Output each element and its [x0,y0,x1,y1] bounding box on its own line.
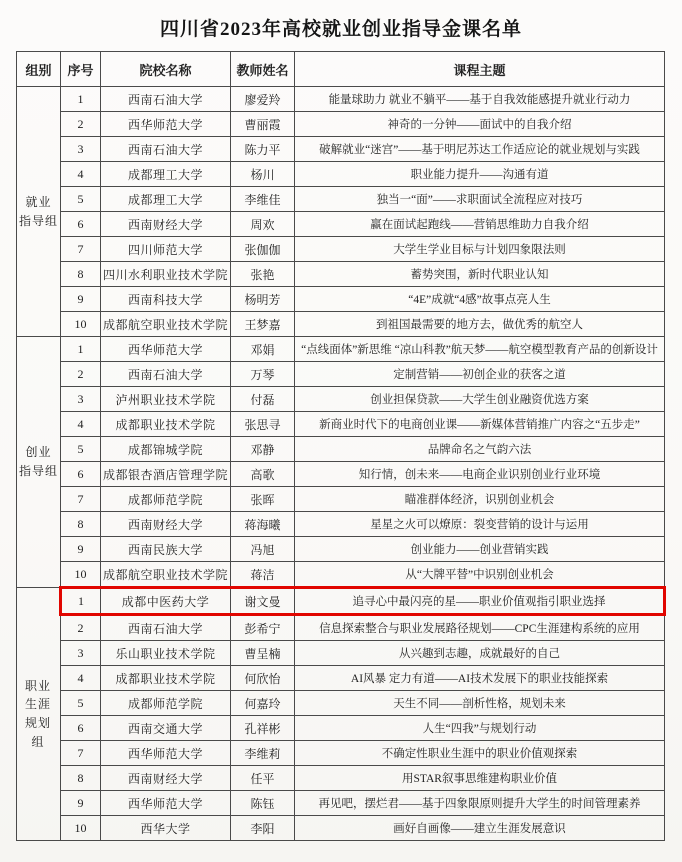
row-number: 1 [61,87,101,112]
group-label: 就业 指导组 [17,87,61,337]
teacher-name: 冯旭 [231,537,295,562]
school-name: 西华大学 [101,816,231,841]
teacher-name: 孔祥彬 [231,716,295,741]
table-row [17,337,665,362]
course-topic: 赢在面试起跑线——营销思维助力自我介绍 [295,212,665,237]
table-row [17,162,665,187]
row-number: 6 [61,462,101,487]
page-title: 四川省2023年高校就业创业指导金课名单 [159,19,522,40]
teacher-name: 何欣怡 [231,666,295,691]
row-number: 3 [61,137,101,162]
table-row [17,212,665,237]
school-name: 西华师范大学 [101,791,231,816]
teacher-name: 陈力平 [231,137,295,162]
school-name: 成都师范学院 [101,487,231,512]
school-name: 成都理工大学 [101,162,231,187]
school-name: 成都银杏酒店管理学院 [101,462,231,487]
table-row [17,816,665,841]
row-number: 10 [61,562,101,588]
teacher-name: 张晖 [231,487,295,512]
school-name: 成都职业技术学院 [101,666,231,691]
row-number: 10 [61,312,101,337]
teacher-name: 付磊 [231,387,295,412]
group-label: 职业 生涯 规划组 [17,588,61,841]
row-number: 5 [61,691,101,716]
course-topic: 破解就业“迷宫”——基于明尼苏达工作适应论的就业规划与实践 [295,137,665,162]
course-topic: 独当一“面”——求职面试全流程应对技巧 [295,187,665,212]
row-number: 10 [61,816,101,841]
row-number: 7 [61,741,101,766]
teacher-name: 任平 [231,766,295,791]
row-number: 6 [61,212,101,237]
table-row [17,691,665,716]
course-topic: 画好自画像——建立生涯发展意识 [295,816,665,841]
course-topic: 信息探索整合与职业发展路径规划——CPC生涯建构系统的应用 [295,615,665,641]
school-name: 四川水利职业技术学院 [101,262,231,287]
row-number: 6 [61,716,101,741]
table-row [17,87,665,112]
course-topic: 追寻心中最闪亮的星——职业价值观指引职业选择 [295,588,665,615]
teacher-name: 谢文曼 [231,588,295,615]
teacher-name: 陈钰 [231,791,295,816]
teacher-name: 曹丽霞 [231,112,295,137]
school-name: 成都航空职业技术学院 [101,312,231,337]
course-topic: 能量球助力 就业不躺平——基于自我效能感提升就业行动力 [295,87,665,112]
row-number: 7 [61,237,101,262]
table-row [17,562,665,588]
row-number: 2 [61,112,101,137]
row-number: 1 [61,337,101,362]
column-header: 组别 [17,52,61,87]
table-row [17,741,665,766]
school-name: 成都职业技术学院 [101,412,231,437]
school-name: 西南财经大学 [101,212,231,237]
course-table [16,51,666,841]
course-topic: AI风暴 定力有道——AI技术发展下的职业技能探索 [295,666,665,691]
school-name: 西华师范大学 [101,337,231,362]
row-number: 2 [61,362,101,387]
course-topic: 大学生学业目标与计划四象限法则 [295,237,665,262]
table-row [17,137,665,162]
row-number: 5 [61,187,101,212]
table-row [17,537,665,562]
school-name: 西南石油大学 [101,87,231,112]
column-header: 教师姓名 [231,52,295,87]
group-label: 创业 指导组 [17,337,61,588]
column-header: 课程主题 [295,52,665,87]
teacher-name: 李维莉 [231,741,295,766]
table-row [17,112,665,137]
school-name: 西南财经大学 [101,512,231,537]
course-topic: 到祖国最需要的地方去，做优秀的航空人 [295,312,665,337]
table-row [17,387,665,412]
course-topic: 不确定性职业生涯中的职业价值观探索 [295,741,665,766]
teacher-name: 杨川 [231,162,295,187]
teacher-name: 万琴 [231,362,295,387]
table-row [17,766,665,791]
course-topic: 人生“四我”与规划行动 [295,716,665,741]
table-row [17,512,665,537]
school-name: 泸州职业技术学院 [101,387,231,412]
course-topic: 蓄势突围，新时代职业认知 [295,262,665,287]
teacher-name: 张艳 [231,262,295,287]
teacher-name: 邓娟 [231,337,295,362]
row-number: 1 [61,588,101,615]
table-row [17,262,665,287]
teacher-name: 李维佳 [231,187,295,212]
school-name: 四川师范大学 [101,237,231,262]
table-row [17,312,665,337]
course-topic: 从“大牌平替”中识别创业机会 [295,562,665,588]
teacher-name: 周欢 [231,212,295,237]
table-row [17,666,665,691]
school-name: 西南石油大学 [101,615,231,641]
course-topic: “4E”成就“4感”故事点亮人生 [295,287,665,312]
table-row [17,641,665,666]
school-name: 乐山职业技术学院 [101,641,231,666]
table-row [17,287,665,312]
row-number: 8 [61,512,101,537]
teacher-name: 李阳 [231,816,295,841]
school-name: 成都中医药大学 [101,588,231,615]
school-name: 成都师范学院 [101,691,231,716]
column-header: 院校名称 [101,52,231,87]
column-header: 序号 [61,52,101,87]
table-row [17,791,665,816]
teacher-name: 王梦嘉 [231,312,295,337]
table-row [17,487,665,512]
table-row [17,187,665,212]
table-row [17,716,665,741]
teacher-name: 邓静 [231,437,295,462]
teacher-name: 张伽伽 [231,237,295,262]
table-row [17,615,665,641]
course-topic: 创业能力——创业营销实践 [295,537,665,562]
school-name: 西南石油大学 [101,362,231,387]
teacher-name: 彭希宁 [231,615,295,641]
school-name: 西南科技大学 [101,287,231,312]
row-number: 8 [61,766,101,791]
school-name: 西南交通大学 [101,716,231,741]
school-name: 成都理工大学 [101,187,231,212]
teacher-name: 何嘉玲 [231,691,295,716]
row-number: 9 [61,287,101,312]
row-number: 8 [61,262,101,287]
course-topic: 再见吧，摆烂君——基于四象限原则提升大学生的时间管理素养 [295,791,665,816]
table-row [17,362,665,387]
teacher-name: 曹呈楠 [231,641,295,666]
school-name: 西南民族大学 [101,537,231,562]
school-name: 成都航空职业技术学院 [101,562,231,588]
school-name: 成都锦城学院 [101,437,231,462]
course-topic: 从兴趣到志趣，成就最好的自己 [295,641,665,666]
row-number: 9 [61,537,101,562]
school-name: 西南财经大学 [101,766,231,791]
school-name: 西南石油大学 [101,137,231,162]
course-topic: 品牌命名之气韵六法 [295,437,665,462]
teacher-name: 廖爱羚 [231,87,295,112]
row-number: 7 [61,487,101,512]
course-topic: 星星之火可以燎原：裂变营销的设计与运用 [295,512,665,537]
course-topic: 创业担保贷款——大学生创业融资优选方案 [295,387,665,412]
teacher-name: 高歌 [231,462,295,487]
course-topic: 天生不同——剖析性格，规划未来 [295,691,665,716]
teacher-name: 杨明芳 [231,287,295,312]
teacher-name: 蒋洁 [231,562,295,588]
row-number: 9 [61,791,101,816]
teacher-name: 蒋海曦 [231,512,295,537]
table-row [17,237,665,262]
course-topic: 用STAR叙事思维建构职业价值 [295,766,665,791]
table-header-row [17,52,665,87]
table-row [17,588,665,615]
school-name: 西华师范大学 [101,741,231,766]
row-number: 3 [61,387,101,412]
course-topic: 职业能力提升——沟通有道 [295,162,665,187]
course-topic: 新商业时代下的电商创业课——新媒体营销推广内容之“五步走” [295,412,665,437]
row-number: 3 [61,641,101,666]
course-topic: “点线面体”新思维 “凉山科教”航天梦——航空模型教育产品的创新设计 [295,337,665,362]
row-number: 5 [61,437,101,462]
row-number: 4 [61,666,101,691]
course-topic: 定制营销——初创企业的获客之道 [295,362,665,387]
row-number: 2 [61,615,101,641]
table-row [17,412,665,437]
teacher-name: 张思寻 [231,412,295,437]
course-topic: 瞄准群体经济，识别创业机会 [295,487,665,512]
row-number: 4 [61,162,101,187]
course-topic: 知行情，创未来——电商企业识别创业行业环境 [295,462,665,487]
row-number: 4 [61,412,101,437]
table-row [17,462,665,487]
course-topic: 神奇的一分钟——面试中的自我介绍 [295,112,665,137]
table-row [17,437,665,462]
school-name: 西华师范大学 [101,112,231,137]
